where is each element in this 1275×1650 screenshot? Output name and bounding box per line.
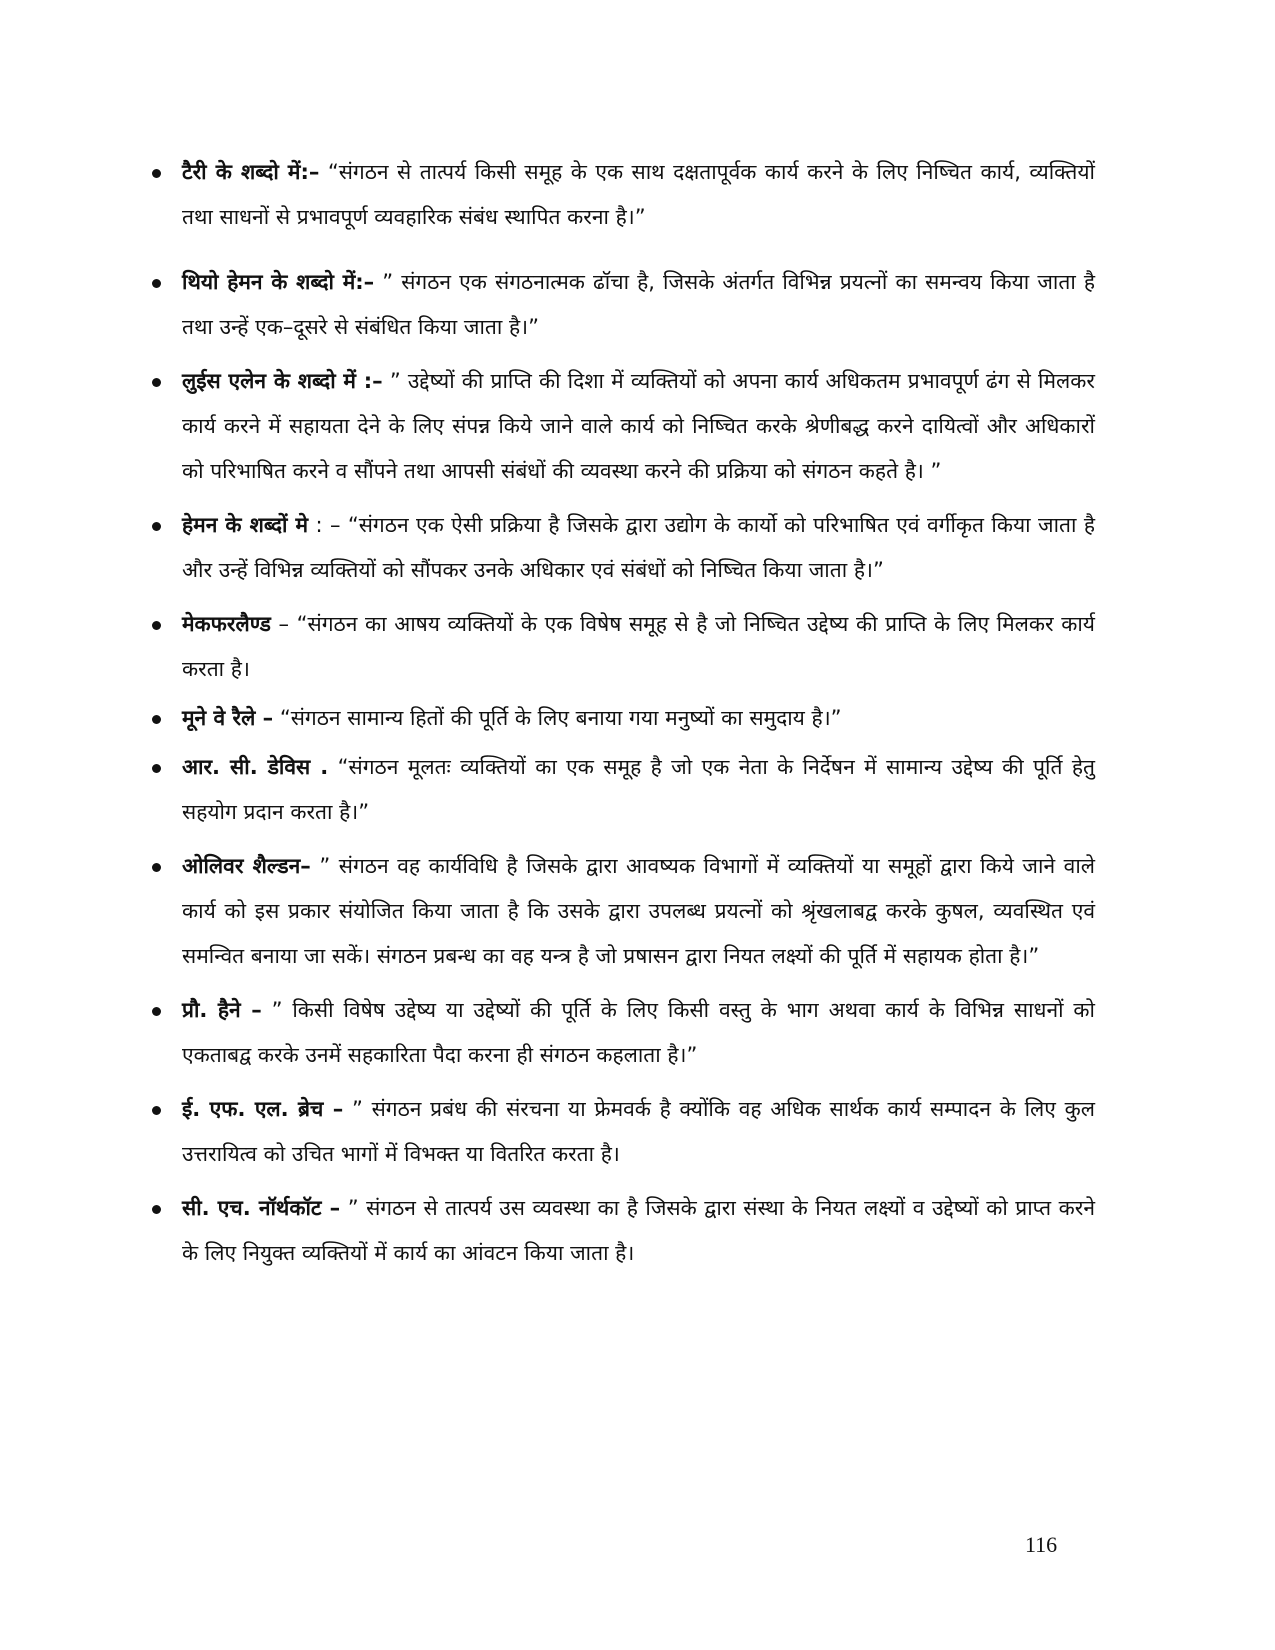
definition-text: ” संगठन से तात्पर्य उस व्यवस्था का है जिसके द्वारा संस्था के नियत लक्ष्यों व उद्देष्यों को प्राप्त करने के लिए नियुक्त व्यक्तियों में कार्य का आंवटन किया जाता है। (182, 1196, 1096, 1265)
definition-term: टैरी के शब्दो में:– (182, 160, 320, 184)
definition-item (150, 745, 1095, 835)
definition-item (150, 359, 1095, 494)
bullet-icon (152, 1007, 161, 1016)
bullet-icon (152, 522, 161, 531)
definition-text: “संगठन सामान्य हितों की पूर्ति के लिए बनाया गया मनुष्यों का समुदाय है।” (273, 706, 842, 730)
definition-item (150, 503, 1095, 593)
definition-text: “संगठन मूलतः व्यक्तियों का एक समूह है जो एक नेता के निर्देषन में सामान्य उद्देष्य की पूर्ति हेतु सहयोग प्रदान करता है।” (182, 755, 1095, 824)
definition-term: प्रौ. हैने – (182, 998, 262, 1022)
definition-term: ई. एफ. एल. ब्रेच – (182, 1097, 344, 1121)
definition-text: ” संगठन प्रबंध की संरचना या फ्रेमवर्क है क्योंकि वह अधिक सार्थक कार्य सम्पादन के लिए कुल उत्तरायित्व को उचित भागों में विभक्त या वितरित करता है। (182, 1097, 1096, 1166)
definition-item (150, 602, 1095, 692)
definition-item (150, 988, 1095, 1078)
definition-text: – “संगठन का आषय व्यक्तियों के एक विषेष समूह से है जो निष्चित उद्देष्य की प्राप्ति के लिए मिलकर कार्य करता है। (182, 612, 1095, 681)
bullet-icon (152, 279, 161, 288)
bullet-icon (152, 621, 161, 630)
definition-item (150, 260, 1095, 350)
bullet-icon (152, 169, 161, 178)
definition-item (150, 696, 1095, 741)
definition-term: मूने वे रैले – (182, 706, 274, 730)
definition-term: सी. एच. नॉर्थकॉट – (182, 1196, 341, 1220)
definition-item (150, 844, 1095, 979)
definition-item (150, 1186, 1095, 1276)
bullet-icon (152, 1205, 161, 1214)
definition-term: थियो हेमन के शब्दो में:– (182, 270, 375, 294)
page-number: 116 (1025, 1532, 1058, 1557)
definition-text: ” उद्देष्यों की प्राप्ति की दिशा में व्यक्तियों को अपना कार्य अधिकतम प्रभावपूर्ण ढंग से मिलकर कार्य करने में सहायता देने के लिए संपन्न किये जाने वाले कार्य को निष्चित करके श्रेणीबद्ध करने दायित्वों और अधिकारों को परिभाषित करने व सौंपने तथा आपसी संबंधों की व्यवस्था करने की प्रक्रिया को संगठन कहते है। ” (182, 369, 1095, 483)
definitions-list (150, 150, 1095, 1276)
definition-term: लुईस एलेन के शब्दो में :– (182, 369, 383, 393)
definition-item (150, 1087, 1095, 1177)
definition-term: हेमन के शब्दों मे (182, 513, 309, 537)
bullet-icon (152, 378, 161, 387)
definition-term: मेकफरलैण्ड (182, 612, 271, 636)
bullet-icon (152, 1106, 161, 1115)
definition-text: “संगठन से तात्पर्य किसी समूह के एक साथ दक्षतापूर्वक कार्य करने के लिए निष्चित कार्य, व्यक्तियों तथा साधनों से प्रभावपूर्ण व्यवहारिक संबंध स्थापित करना है।” (182, 160, 1095, 229)
bullet-icon (152, 764, 161, 773)
definition-text: ” संगठन वह कार्यविधि है जिसके द्वारा आवष्यक विभागों में व्यक्तियों या समूहों द्वारा किये जाने वाले कार्य को इस प्रकार संयोजित किया जाता है कि उसके द्वारा उपलब्ध प्रयत्नों को श्रृंखलाबद्व करके कुषल, व्यवस्थित एवं समन्वित बनाया जा सकें। संगठन प्रबन्ध का वह यन्त्र है जो प्रषासन द्वारा नियत लक्ष्यों की पूर्ति में सहायक होता है।” (182, 854, 1096, 968)
definition-text: ” किसी विषेष उद्देष्य या उद्देष्यों की पूर्ति के लिए किसी वस्तु के भाग अथवा कार्य के विभिन्न साधनों को एकताबद्व करके उनमें सहकारिता पैदा करना ही संगठन कहलाता है।” (182, 998, 1095, 1067)
definition-term: आर. सी. डेविस . (182, 755, 329, 779)
definition-text: : – “संगठन एक ऐसी प्रक्रिया है जिसके द्वारा उद्योग के कार्यो को परिभाषित एवं वर्गीकृत किया जाता है और उन्हें विभिन्न व्यक्तियों को सौंपकर उनके अधिकार एवं संबंधों को निष्चित किया जाता है।” (182, 513, 1095, 582)
bullet-icon (152, 715, 161, 724)
definition-term: ओलिवर शैल्डन– (182, 854, 311, 878)
definition-item (150, 150, 1095, 240)
definition-text: ” संगठन एक संगठनात्मक ढॉचा है, जिसके अंतर्गत विभिन्न प्रयत्नों का समन्वय किया जाता है तथा उन्हें एक–दूसरे से संबंधित किया जाता है।” (182, 270, 1095, 339)
bullet-icon (152, 863, 161, 872)
